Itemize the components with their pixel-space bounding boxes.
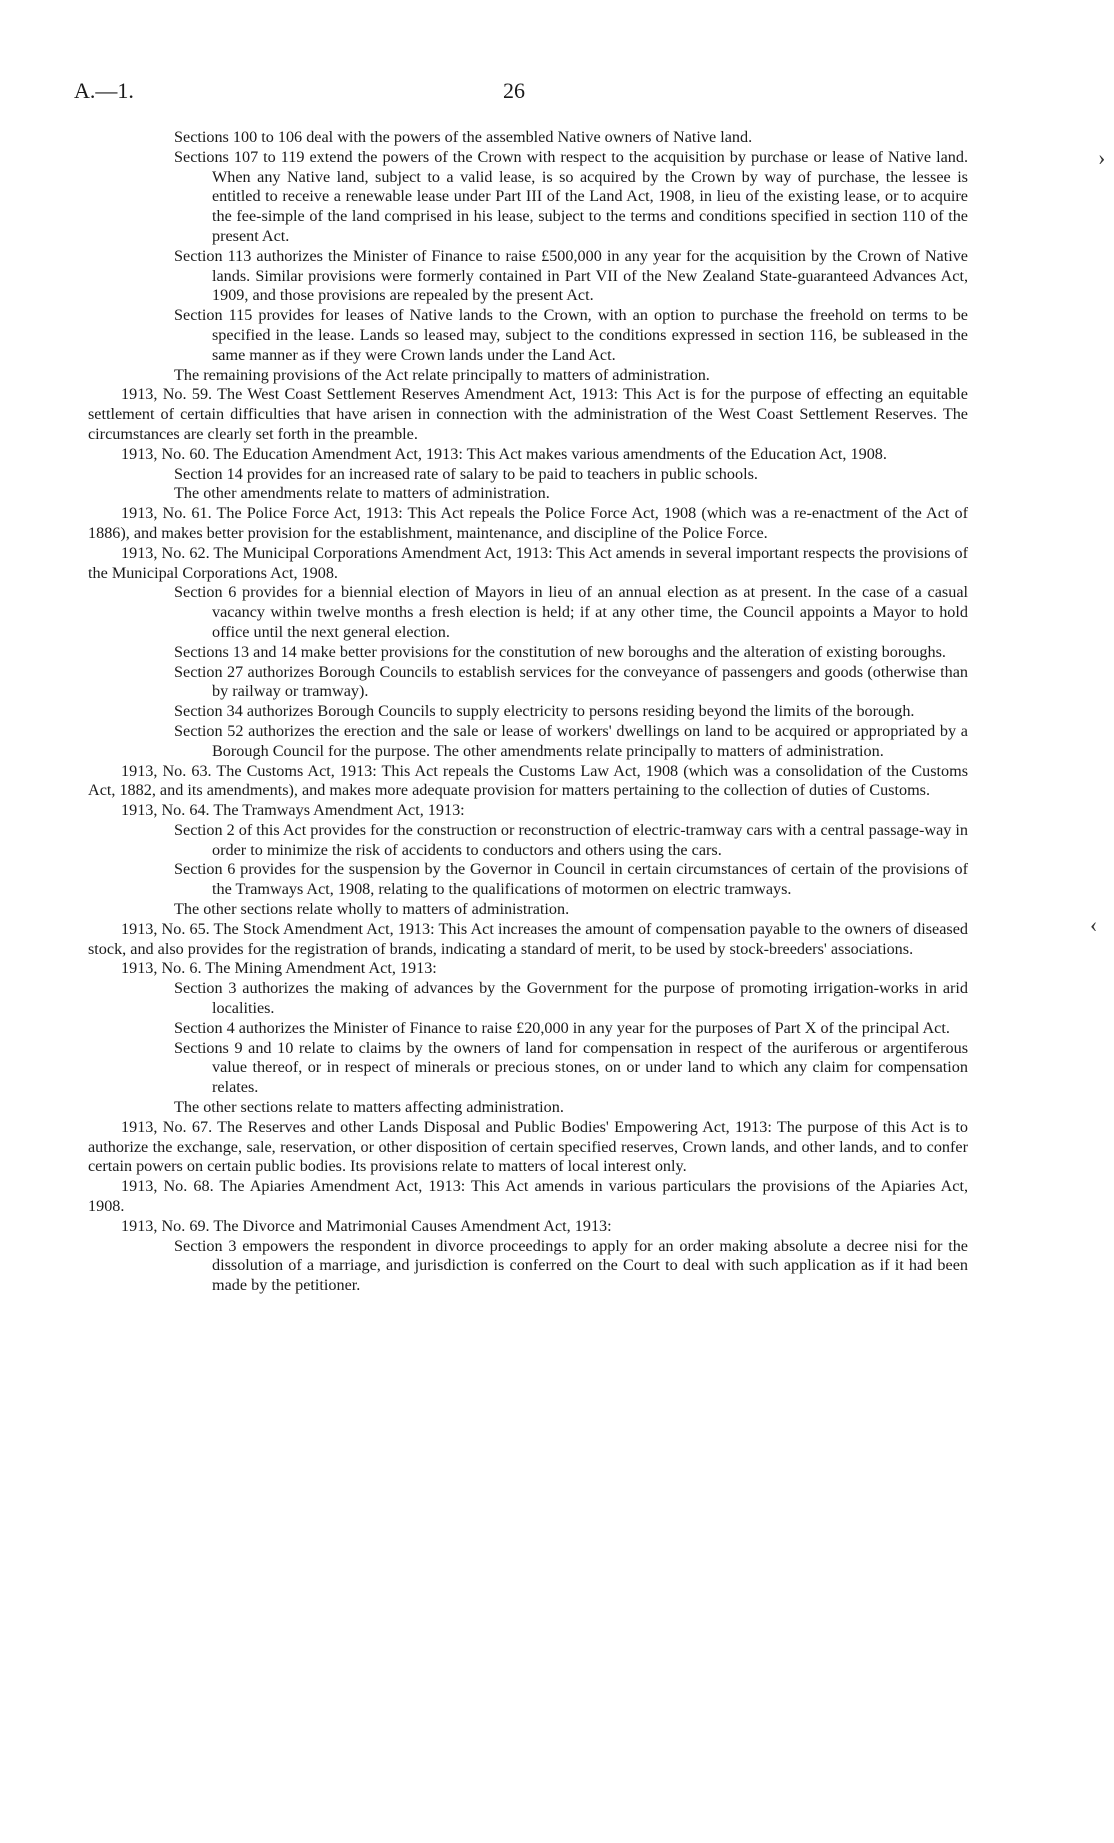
- paragraph: 1913, No. 64. The Tramways Amendment Act, 1913:: [121, 801, 465, 820]
- paragraph: Section 14 provides for an increased rate of salary to be paid to teachers in public schools.: [174, 464, 758, 483]
- paragraph: 1913, No. 68. The Apiaries Amendment Act, 1913: This Act amends in various particulars the provisions of the Apiaries Act, 1908.: [88, 1177, 968, 1216]
- paragraph: Section 4 authorizes the Minister of Finance to raise £20,000 in any year for the purposes of Part X of the principal Act.: [174, 1018, 950, 1037]
- paragraph: Sections 100 to 106 deal with the powers of the assembled Native owners of Native land.: [174, 128, 753, 146]
- paragraph: Sections 9 and 10 relate to claims by the owners of land for compensation in respect of the auriferous or argentiferous value thereof, or in respect of minerals or precious stones, on or under land to which any claim for compensation relates.: [174, 1038, 968, 1097]
- report-code: A.—1.: [74, 78, 134, 103]
- paragraph: 1913, No. 61. The Police Force Act, 1913: This Act repeals the Police Force Act, 1908 (which was a re-enactment of the Act of 1886), and makes better provision for the establishment, maintenance, and discipline of the Police Force.: [88, 504, 968, 542]
- paragraph: Sections 107 to 119 extend the powers of the Crown with respect to the acquisition by purchase or lease of Native land. When any Native land, subject to a valid lease, is so acquired by the Crown by way of purchase, the lessee is entitled to receive a renewable lease under Part III of the Land Act, 1908, in lieu of the existing lease, or to acquire the fee-simple of the land comprised in his lease, subject to the terms and conditions specified in section 110 of the present Act.: [174, 147, 968, 245]
- paragraph: The remaining provisions of the Act relate principally to matters of administration.: [174, 365, 710, 384]
- paragraph: 1913, No. 60. The Education Amendment Act, 1913: This Act makes various amendments of the Education Act, 1908.: [121, 444, 887, 463]
- paragraph: Section 6 provides for a biennial election of Mayors in lieu of an annual election as at present. In the case of a casual vacancy within twelve months a fresh election is held; if at any other time, the Council appoints a Mayor to hold office until the next general election.: [174, 583, 968, 641]
- paragraph: The other amendments relate to matters of administration.: [174, 484, 550, 503]
- page-number: 26: [503, 78, 525, 103]
- paragraph: Section 2 of this Act provides for the construction or reconstruction of electric-tramway cars with a central passage-way in order to minimize the risk of accidents to conductors and others using the cars.: [174, 820, 968, 859]
- paragraph: Section 3 empowers the respondent in divorce proceedings to apply for an order making absolute a decree nisi for the dissolution of a marriage, and jurisdiction is conferred on the Court to deal with such application as if it had been made by the petitioner.: [174, 1236, 968, 1295]
- paragraph: 1913, No. 59. The West Coast Settlement Reserves Amendment Act, 1913: This Act is for the purpose of effecting an equitable settlement of certain difficulties that have arisen in connection with the administration of the West Coast Settlement Reserves. The circumstances are clearly set forth in the preamble.: [88, 385, 968, 443]
- paragraph: Section 52 authorizes the erection and the sale or lease of workers' dwellings on land to be acquired or appropriated by a Borough Council for the purpose. The other amendments relate principally to matters of administration.: [174, 721, 968, 760]
- paragraph: Section 115 provides for leases of Native lands to the Crown, with an option to purchase the freehold on terms to be specified in the lease. Lands so leased may, subject to the conditions expressed in section 116, be subleased in the same manner as if they were Crown lands under the Land Act.: [174, 306, 968, 364]
- paragraph: 1913, No. 65. The Stock Amendment Act, 1913: This Act increases the amount of compensation payable to the owners of diseased stock, and also provides for the registration of brands, indicating a standard of merit, to be used by stock-breeders' associations.: [88, 919, 968, 958]
- document-body: [88, 128, 968, 1296]
- paragraph: Sections 13 and 14 make better provisions for the constitution of new boroughs and the alteration of existing boroughs.: [174, 642, 946, 661]
- paragraph: Section 27 authorizes Borough Councils to establish services for the conveyance of passengers and goods (otherwise than by railway or tramway).: [174, 662, 968, 701]
- margin-mark: ›: [1098, 145, 1106, 170]
- paragraph: Section 3 authorizes the making of advances by the Government for the purpose of promoting irrigation-works in arid localities.: [174, 979, 968, 1018]
- paragraph: 1913, No. 67. The Reserves and other Lands Disposal and Public Bodies' Empowering Act, 1913: The purpose of this Act is to authorize the exchange, sale, reservation, or other disposition of certain specified reserves, Crown lands, and other lands, and to confer certain powers on certain public bodies. Its provisions relate to matters of local interest only.: [88, 1117, 968, 1176]
- margin-mark: ‹: [1090, 912, 1098, 937]
- paragraph: The other sections relate wholly to matters of administration.: [174, 900, 570, 919]
- paragraph: Section 113 authorizes the Minister of Finance to raise £500,000 in any year for the acquisition by the Crown of Native lands. Similar provisions were formerly contained in Part VII of the New Zealand State-guaranteed Advances Act, 1909, and those provisions are repealed by the present Act.: [174, 246, 968, 305]
- paragraph: 1913, No. 69. The Divorce and Matrimonial Causes Amendment Act, 1913:: [121, 1216, 612, 1235]
- paragraph: Section 34 authorizes Borough Councils to supply electricity to persons residing beyond the limits of the borough.: [174, 702, 915, 721]
- paragraph: 1913, No. 63. The Customs Act, 1913: This Act repeals the Customs Law Act, 1908 (which was a consolidation of the Customs Act, 1882, and its amendments), and makes more adequate provision for matters pertaining to the collection of duties of Customs.: [88, 761, 968, 800]
- paragraph: 1913, No. 62. The Municipal Corporations Amendment Act, 1913: This Act amends in several important respects the provisions of the Municipal Corporations Act, 1908.: [88, 543, 968, 582]
- paragraph: 1913, No. 6. The Mining Amendment Act, 1913:: [121, 959, 437, 978]
- paragraph: The other sections relate to matters affecting administration.: [174, 1098, 564, 1117]
- paragraph: Section 6 provides for the suspension by the Governor in Council in certain circumstances of certain of the provisions of the Tramways Act, 1908, relating to the qualifications of motormen on electric tramways.: [174, 860, 968, 899]
